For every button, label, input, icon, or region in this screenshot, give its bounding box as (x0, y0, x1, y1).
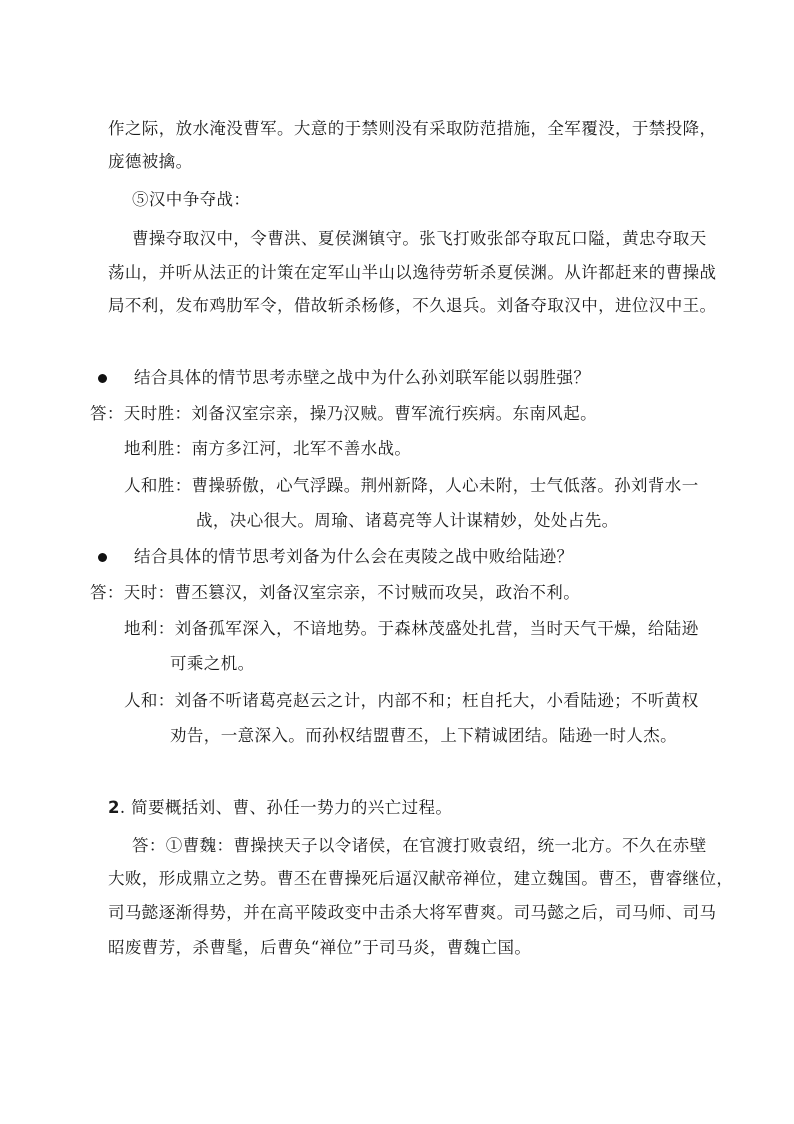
answer-line: 可乘之机。 (170, 654, 255, 673)
question-text: 结合具体的情节思考刘备为什么会在夷陵之战中败给陆逊？ (134, 547, 574, 566)
text-line: 作之际，放水淹没曹军。大意的于禁则没有采取防范措施，全军覆没，于禁投降， (108, 119, 717, 138)
section-title: . 简要概括刘、曹、孙任一势力的兴亡过程。 (119, 798, 453, 817)
text-line: 局不利，发布鸡肋军令，借故斩杀杨修，不久退兵。刘备夺取汉中，进位汉中王。 (108, 296, 717, 315)
text-line: 曹操夺取汉中，令曹洪、夏侯渊镇守。张飞打败张郃夺取瓦口隘，黄忠夺取天 (132, 229, 707, 248)
bullet-icon (98, 553, 107, 562)
bullet-icon (98, 374, 107, 383)
answer-line: 人和：刘备不听诸葛亮赵云之计，内部不和；枉自托大，小看陆逊；不听黄权 (124, 691, 699, 710)
paragraph-line: 大败，形成鼎立之势。曹丕在曹操死后逼汉献帝禅位，建立魏国。曹丕，曹睿继位， (108, 869, 734, 888)
text-line: 庞德被擒。 (108, 152, 193, 171)
text-line: 荡山，并听从法正的计策在定军山半山以逸待劳斩杀夏侯渊。从许都赶来的曹操战 (108, 263, 717, 282)
subheading: ⑤汉中争夺战： (132, 190, 251, 209)
section-number: 2 (108, 798, 120, 817)
answer-line: 地利：刘备孤军深入，不谙地势。于森林茂盛处扎营，当时天气干燥，给陆逊 (124, 619, 699, 638)
paragraph-line: 昭废曹芳，杀曹髦，后曹奂“禅位”于司马炎，曹魏亡国。 (108, 938, 532, 957)
answer-line: 答：天时胜：刘备汉室宗亲，操乃汉贼。曹军流行疾病。东南风起。 (90, 404, 597, 423)
answer-line: 地利胜：南方多江河，北军不善水战。 (124, 439, 412, 458)
answer-line: 劝告，一意深入。而孙权结盟曹丕，上下精诚团结。陆逊一时人杰。 (170, 726, 677, 745)
answer-line: 人和胜：曹操骄傲，心气浮躁。荆州新降，人心未附，士气低落。孙刘背水一 (124, 476, 699, 495)
answer-line: 答：天时：曹丕篡汉，刘备汉室宗亲，不讨贼而攻吴，政治不利。 (90, 583, 581, 602)
section-heading (108, 797, 452, 819)
answer-line: 战，决心很大。周瑜、诸葛亮等人计谋精妙，处处占先。 (196, 511, 619, 530)
question-text: 结合具体的情节思考赤壁之战中为什么孙刘联军能以弱胜强？ (134, 368, 591, 387)
paragraph-line: 司马懿逐渐得势，并在高平陵政变中击杀大将军曹爽。司马懿之后，司马师、司马 (108, 903, 717, 922)
paragraph-line: 答：①曹魏：曹操挟天子以令诸侯，在官渡打败袁绍，统一北方。不久在赤壁 (132, 836, 707, 855)
